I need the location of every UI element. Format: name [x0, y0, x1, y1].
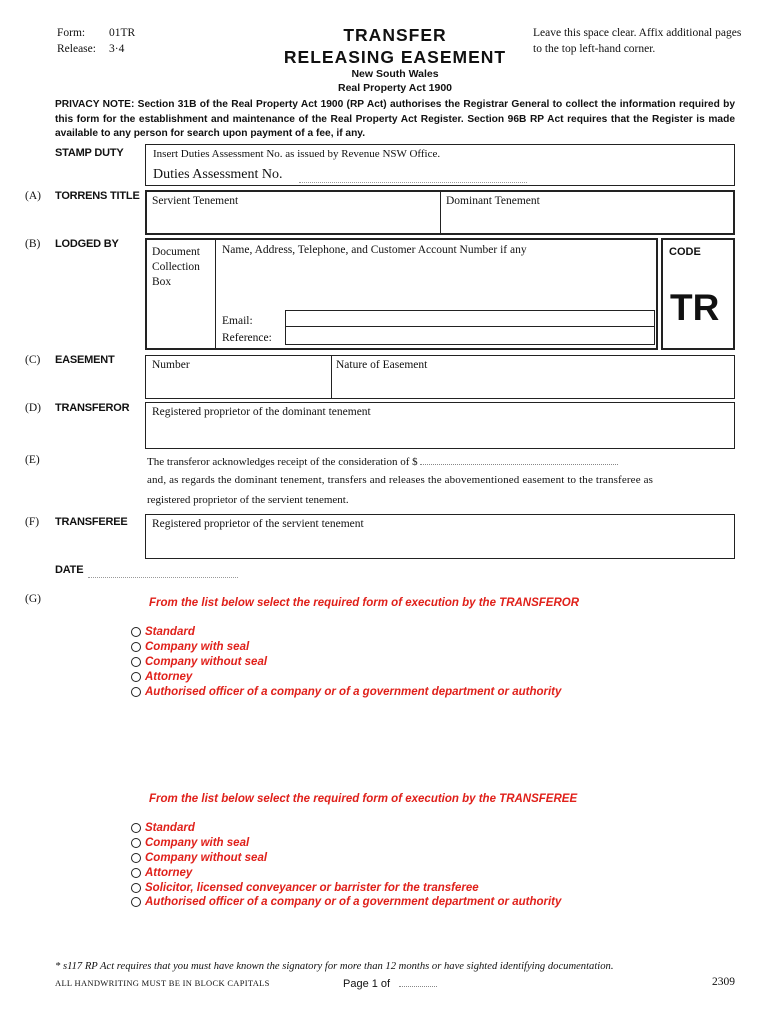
- transferee-option[interactable]: [131, 895, 561, 910]
- transferor-execution-heading: From the list below select the required form of execution by the TRANSFEROR: [149, 597, 580, 609]
- act-name: Real Property Act 1900: [338, 82, 452, 94]
- radio-button[interactable]: [131, 883, 141, 893]
- form-id-block: [57, 25, 135, 57]
- radio-button[interactable]: [131, 657, 141, 667]
- section-b-letter: (B): [25, 238, 41, 250]
- transferor-label: TRANSFEROR: [55, 402, 130, 414]
- date-field[interactable]: [88, 577, 238, 578]
- lodged-by-box: [145, 238, 658, 350]
- title-line2: RELEASING EASEMENT: [283, 47, 507, 67]
- reference-field[interactable]: [285, 327, 655, 345]
- dominant-tenement-label: Dominant Tenement: [446, 195, 540, 207]
- email-field[interactable]: [285, 310, 655, 327]
- easement-label: EASEMENT: [55, 354, 115, 366]
- radio-button[interactable]: [131, 687, 141, 697]
- s117-footnote: * s117 RP Act requires that you must have known the signatory for more than 12 months or have sighted identifying documentation.: [55, 961, 614, 972]
- radio-button[interactable]: [131, 868, 141, 878]
- radio-button[interactable]: [131, 897, 141, 907]
- title-line1: TRANSFER: [343, 25, 447, 45]
- option-label: Attorney: [145, 670, 193, 683]
- section-e-letter: (E): [25, 454, 40, 466]
- option-label: Solicitor, licensed conveyancer or barrister for the transferee: [145, 881, 479, 894]
- stamp-duty-box: [145, 144, 735, 186]
- transferee-option[interactable]: [131, 836, 561, 851]
- transferee-option[interactable]: [131, 851, 561, 866]
- servient-tenement-label: Servient Tenement: [152, 195, 239, 207]
- transferee-option[interactable]: [131, 865, 561, 880]
- option-label: Company without seal: [145, 851, 268, 864]
- section-d-letter: (D): [25, 402, 41, 414]
- leave-clear-notice: Leave this space clear. Affix additional pages to the top left-hand corner.: [533, 27, 742, 55]
- option-label: Attorney: [145, 866, 193, 879]
- transferor-box[interactable]: [145, 402, 735, 449]
- release-label: Release:: [57, 43, 96, 55]
- consideration-text: [147, 454, 618, 468]
- stamp-duty-instruction: Insert Duties Assessment No. as issued by Revenue NSW Office.: [153, 148, 441, 160]
- document-collection-box-label: Document Collection Box: [152, 246, 200, 288]
- transferor-hint: Registered proprietor of the dominant tenement: [152, 406, 371, 418]
- transferee-execution-heading: From the list below select the required form of execution by the TRANSFEREE: [149, 793, 578, 805]
- form-title: [280, 24, 510, 68]
- release-value: 3·4: [109, 43, 125, 55]
- code-value: TR: [670, 287, 720, 328]
- torrens-title-label: TORRENS TITLE: [55, 190, 140, 202]
- page-number: [343, 976, 437, 990]
- radio-button[interactable]: [131, 823, 141, 833]
- radio-button[interactable]: [131, 627, 141, 637]
- option-label: Company without seal: [145, 655, 268, 668]
- consideration-line2: and, as regards the dominant tenement, transfers and releases the abovementioned easement to the transferee as: [147, 474, 654, 486]
- section-g-letter: (G): [25, 593, 41, 605]
- section-a-letter: (A): [25, 190, 41, 202]
- easement-box: [145, 355, 735, 399]
- form-label: Form:: [57, 27, 86, 39]
- section-f-letter: (F): [25, 516, 40, 528]
- option-label: Company with seal: [145, 837, 250, 850]
- duties-assessment-field[interactable]: [299, 182, 527, 183]
- transferee-label: TRANSFEREE: [55, 516, 128, 528]
- code-box: [661, 238, 735, 350]
- jurisdiction: [280, 67, 510, 95]
- lodger-details-hint: Name, Address, Telephone, and Customer Account Number if any: [222, 244, 527, 256]
- block-capitals-note: ALL HANDWRITING MUST BE IN BLOCK CAPITALS: [55, 978, 270, 988]
- easement-number-field[interactable]: [149, 374, 329, 396]
- lodged-by-label: LODGED BY: [55, 238, 119, 250]
- date-label: DATE: [55, 564, 84, 576]
- transferor-option[interactable]: [131, 684, 561, 699]
- stamp-duty-label: STAMP DUTY: [55, 147, 124, 159]
- transferee-execution-options: [131, 821, 561, 910]
- torrens-divider: [440, 192, 441, 233]
- code-label: CODE: [669, 246, 701, 258]
- transferor-execution-options: [131, 625, 561, 699]
- dominant-tenement-field[interactable]: [444, 210, 729, 230]
- radio-button[interactable]: [131, 642, 141, 652]
- transferor-option[interactable]: [131, 669, 561, 684]
- transferor-option[interactable]: [131, 640, 561, 655]
- form-code: 2309: [712, 976, 735, 988]
- transferor-option[interactable]: [131, 625, 561, 640]
- page-label: Page 1 of: [343, 978, 391, 990]
- state-name: New South Wales: [351, 68, 439, 80]
- nature-of-easement-label: Nature of Easement: [336, 359, 428, 371]
- consideration-line1: The transferor acknowledges receipt of the consideration of $: [147, 456, 418, 468]
- transferee-box[interactable]: [145, 514, 735, 559]
- transferee-option[interactable]: [131, 821, 561, 836]
- option-label: Authorised officer of a company or of a government department or authority: [145, 896, 562, 909]
- servient-tenement-field[interactable]: [150, 210, 437, 230]
- privacy-note: PRIVACY NOTE: Section 31B of the Real Property Act 1900 (RP Act) authorises the Registrar General to collect the information required by this form for the establishment and maintenance of the Real Property Act Register. Section 96B RP Act requires that the Register is made available to any person for search upon payment of a fee, if any.: [55, 99, 735, 139]
- consideration-line3: registered proprietor of the servient tenement.: [147, 494, 349, 506]
- radio-button[interactable]: [131, 672, 141, 682]
- easement-number-label: Number: [152, 359, 190, 371]
- duties-assessment-label: Duties Assessment No.: [153, 167, 283, 182]
- radio-button[interactable]: [131, 853, 141, 863]
- option-label: Standard: [145, 626, 195, 639]
- torrens-title-box: [145, 190, 735, 235]
- option-label: Authorised officer of a company or of a government department or authority: [145, 685, 562, 698]
- nature-of-easement-field[interactable]: [335, 374, 731, 396]
- transferee-hint: Registered proprietor of the servient tenement: [152, 518, 364, 530]
- option-label: Company with seal: [145, 641, 250, 654]
- email-label: Email:: [222, 315, 253, 327]
- doc-box-divider: [215, 240, 216, 348]
- radio-button[interactable]: [131, 838, 141, 848]
- reference-label: Reference:: [222, 332, 272, 344]
- lodger-details-field[interactable]: [219, 260, 649, 308]
- transferee-option[interactable]: [131, 880, 561, 895]
- section-c-letter: (C): [25, 354, 41, 366]
- consideration-amount-field[interactable]: [420, 454, 618, 465]
- option-label: Standard: [145, 822, 195, 835]
- easement-divider: [331, 356, 332, 398]
- form-value: 01TR: [109, 27, 136, 39]
- transferor-option[interactable]: [131, 655, 561, 670]
- total-pages-field[interactable]: [399, 976, 437, 987]
